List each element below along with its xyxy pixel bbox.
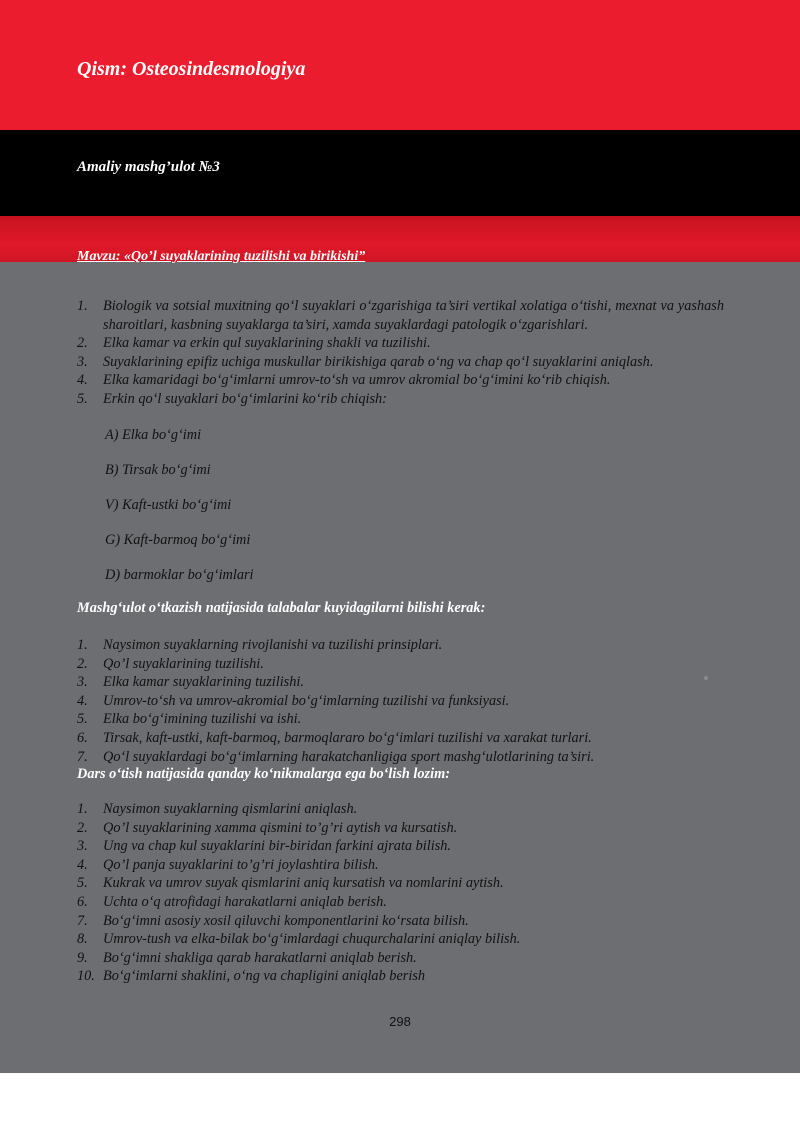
list-item: 2. Qo’l suyaklarining xamma qismini to’g’ri aytish va kursatish. bbox=[77, 819, 458, 836]
part-title: Qism: Osteosindesmologiya bbox=[77, 58, 306, 80]
list-item: 4. Umrov-to‘sh va umrov-akromial bo‘g‘imlarning tuzilishi va funksiyasi. bbox=[77, 692, 510, 709]
skills-list bbox=[77, 800, 724, 986]
list-item: 4. Qo’l panja suyaklarini to’g’ri joylashtira bilish. bbox=[77, 856, 379, 873]
list-item: 8. Umrov-tush va elka-bilak bo‘g‘imlardagi chuqurchalarini aniqlay bilish. bbox=[77, 931, 521, 948]
list-item: 1. Biologik va sotsial muxitning qo‘l suyaklari o‘zgarishiga ta’siri vertikal xolatiga o‘tishi, mexnat va yashash sharoitlari, kasbning suyaklarga ta’siri, xamda suyaklardagi patologik o‘zgarishlari. bbox=[77, 298, 724, 333]
joint-item: B) Tirsak bo‘g‘imi bbox=[105, 462, 211, 478]
list-item: 2. Elka kamar va erkin qul suyaklarining shakli va tuzilishi. bbox=[77, 335, 431, 352]
list-item: 3. Elka kamar suyaklarining tuzilishi. bbox=[77, 674, 304, 691]
list-item: 7. Qo‘l suyaklardagi bo‘g‘imlarning harakatchanligiga sport mashg‘ulotlarining ta’siri. bbox=[77, 748, 595, 765]
joint-item: D) barmoklar bo‘g‘imlari bbox=[105, 567, 254, 583]
topic-title: Mavzu: «Qo’l suyaklarining tuzilishi va birikishi” bbox=[77, 249, 366, 264]
skills-heading: Dars o‘tish natijasida qanday ko‘nikmalarga ega bo‘lish lozim: bbox=[77, 766, 450, 782]
joint-item: G) Kaft-barmoq bo‘g‘imi bbox=[105, 532, 251, 548]
list-item: 2. Qo’l suyaklarining tuzilishi. bbox=[77, 655, 264, 672]
list-item: 7. Bo‘g‘imni asosiy xosil qiluvchi komponentlarini ko‘rsata bilish. bbox=[77, 912, 469, 929]
list-item: 5. Erkin qo‘l suyaklari bo‘g‘imlarini ko‘rib chiqish: bbox=[77, 390, 387, 407]
list-item: 6. Tirsak, kaft-ustki, kaft-barmoq, barmoqlararo bo‘g‘imlari tuzilishi va xarakat turlari. bbox=[77, 729, 592, 746]
lesson-title: Amaliy mashg’ulot №3 bbox=[77, 159, 220, 175]
topics-list bbox=[77, 297, 724, 409]
list-item: 3. Ung va chap kul suyaklarini bir-biridan farkini ajrata bilish. bbox=[77, 838, 451, 855]
list-item: 5. Elka bo‘g‘imining tuzilishi va ishi. bbox=[77, 711, 302, 728]
joint-item: V) Kaft-ustki bo‘g‘imi bbox=[105, 497, 232, 513]
list-item: 3. Suyaklarining epifiz uchiga muskullar birikishiga qarab o‘ng va chap qo‘l suyaklarini aniqlash. bbox=[77, 353, 654, 370]
list-item: 5. Kukrak va umrov suyak qismlarini aniq kursatish va nomlarini aytish. bbox=[77, 875, 504, 892]
joint-item: A) Elka bo‘g‘imi bbox=[105, 427, 202, 443]
page-number: 298 bbox=[389, 1014, 411, 1029]
list-item: 9. Bo‘g‘imni shakliga qarab harakatlarni aniqlab berish. bbox=[77, 949, 417, 966]
list-item: 6. Uchta o‘q atrofidagi harakatlarni aniqlab berish. bbox=[77, 893, 387, 910]
knowledge-heading: Mashg‘ulot o‘tkazish natijasida talabalar kuyidagilarni bilishi kerak: bbox=[77, 600, 486, 616]
list-item: 4. Elka kamaridagi bo‘g‘imlarni umrov-to‘sh va umrov akromial bo‘g‘imini ko‘rib chiqish. bbox=[77, 372, 611, 389]
list-item: 10. Bo‘g‘imlarni shaklini, o‘ng va chapligini aniqlab berish bbox=[77, 968, 426, 985]
list-item: 1. Naysimon suyaklarning qismlarini aniqlash. bbox=[77, 801, 358, 817]
list-item: 1. Naysimon suyaklarning rivojlanishi va tuzilishi prinsiplari. bbox=[77, 637, 443, 653]
knowledge-list bbox=[77, 636, 724, 766]
